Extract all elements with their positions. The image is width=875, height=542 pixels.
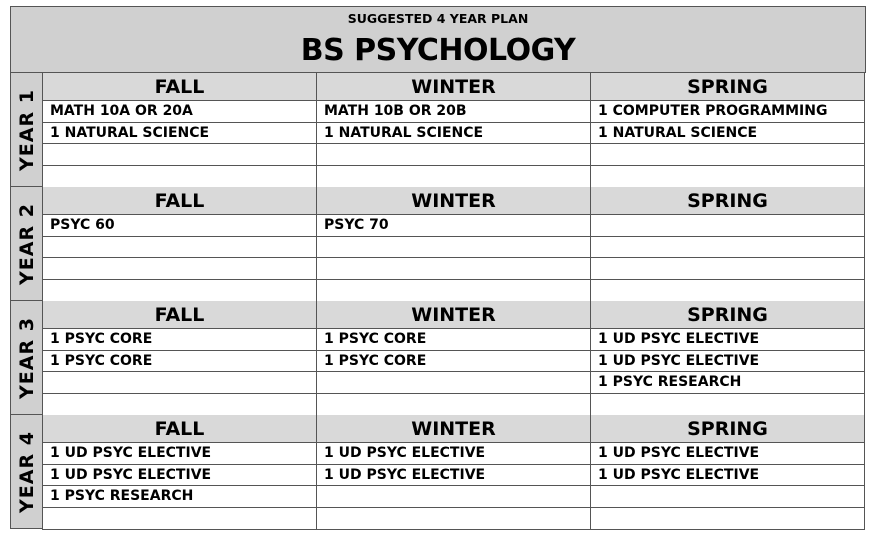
course-cell — [591, 215, 864, 237]
course-cell: MATH 10B OR 20B — [317, 101, 590, 123]
term-winter — [316, 301, 590, 415]
course-cell: 1 PSYC RESEARCH — [591, 372, 864, 394]
year-label-box — [10, 301, 42, 415]
term-heading: FALL — [43, 187, 316, 215]
term-spring — [590, 415, 864, 529]
term-heading: WINTER — [317, 301, 590, 329]
year-section-3 — [10, 301, 866, 415]
course-cell — [591, 166, 864, 188]
term-heading: FALL — [43, 301, 316, 329]
course-cell — [317, 166, 590, 188]
course-cell: 1 PSYC RESEARCH — [43, 486, 316, 508]
plan-title: BS PSYCHOLOGY — [10, 29, 866, 73]
term-heading: SPRING — [591, 73, 864, 101]
course-cell — [43, 144, 316, 166]
course-cell: 1 UD PSYC ELECTIVE — [43, 443, 316, 465]
course-cell: 1 PSYC CORE — [317, 351, 590, 373]
course-cell: 1 NATURAL SCIENCE — [317, 123, 590, 145]
course-cell — [591, 508, 864, 530]
term-heading: FALL — [43, 73, 316, 101]
course-cell: 1 PSYC CORE — [43, 351, 316, 373]
term-fall — [42, 301, 316, 415]
year-terms — [42, 187, 865, 302]
course-cell: 1 PSYC CORE — [43, 329, 316, 351]
course-cell: 1 UD PSYC ELECTIVE — [317, 465, 590, 487]
course-cell — [317, 394, 590, 416]
course-cell — [591, 237, 864, 259]
term-heading: WINTER — [317, 187, 590, 215]
term-spring — [590, 301, 864, 415]
course-cell: 1 UD PSYC ELECTIVE — [43, 465, 316, 487]
course-cell — [317, 237, 590, 259]
course-cell — [317, 486, 590, 508]
year-section-2 — [10, 187, 866, 301]
year-section-4 — [10, 415, 866, 529]
term-winter — [316, 187, 590, 301]
year-label: YEAR 2 — [15, 202, 38, 285]
year-terms — [42, 415, 865, 530]
course-cell — [317, 258, 590, 280]
year-label-box — [10, 415, 42, 529]
course-cell: 1 COMPUTER PROGRAMMING — [591, 101, 864, 123]
year-label: YEAR 3 — [15, 316, 38, 399]
course-cell: MATH 10A OR 20A — [43, 101, 316, 123]
course-cell — [317, 144, 590, 166]
term-spring — [590, 187, 864, 301]
course-cell: 1 UD PSYC ELECTIVE — [591, 329, 864, 351]
term-heading: WINTER — [317, 73, 590, 101]
course-cell — [43, 166, 316, 188]
course-cell — [591, 280, 864, 302]
term-heading: SPRING — [591, 187, 864, 215]
course-cell: 1 UD PSYC ELECTIVE — [591, 443, 864, 465]
term-heading: FALL — [43, 415, 316, 443]
term-heading: SPRING — [591, 415, 864, 443]
year-section-1 — [10, 73, 866, 187]
plan-subtitle: SUGGESTED 4 YEAR PLAN — [10, 6, 866, 30]
course-cell: 1 PSYC CORE — [317, 329, 590, 351]
term-fall — [42, 73, 316, 187]
course-cell — [317, 508, 590, 530]
year-terms — [42, 73, 865, 188]
term-fall — [42, 415, 316, 529]
course-cell: 1 NATURAL SCIENCE — [591, 123, 864, 145]
term-fall — [42, 187, 316, 301]
term-winter — [316, 73, 590, 187]
term-heading: WINTER — [317, 415, 590, 443]
course-cell — [43, 237, 316, 259]
course-cell: 1 UD PSYC ELECTIVE — [591, 351, 864, 373]
course-cell — [591, 486, 864, 508]
course-cell — [43, 280, 316, 302]
year-label: YEAR 1 — [15, 88, 38, 171]
course-cell: PSYC 70 — [317, 215, 590, 237]
term-heading: SPRING — [591, 301, 864, 329]
course-cell: PSYC 60 — [43, 215, 316, 237]
term-winter — [316, 415, 590, 529]
year-label-box — [10, 187, 42, 301]
course-cell — [317, 280, 590, 302]
course-cell — [591, 144, 864, 166]
year-label: YEAR 4 — [15, 430, 38, 513]
course-cell: 1 NATURAL SCIENCE — [43, 123, 316, 145]
course-cell: 1 UD PSYC ELECTIVE — [591, 465, 864, 487]
course-cell — [317, 372, 590, 394]
year-label-box — [10, 73, 42, 187]
course-cell — [43, 372, 316, 394]
course-cell — [591, 258, 864, 280]
course-cell — [591, 394, 864, 416]
course-cell — [43, 394, 316, 416]
course-cell — [43, 508, 316, 530]
year-terms — [42, 301, 865, 416]
term-spring — [590, 73, 864, 187]
course-cell: 1 UD PSYC ELECTIVE — [317, 443, 590, 465]
course-cell — [43, 258, 316, 280]
